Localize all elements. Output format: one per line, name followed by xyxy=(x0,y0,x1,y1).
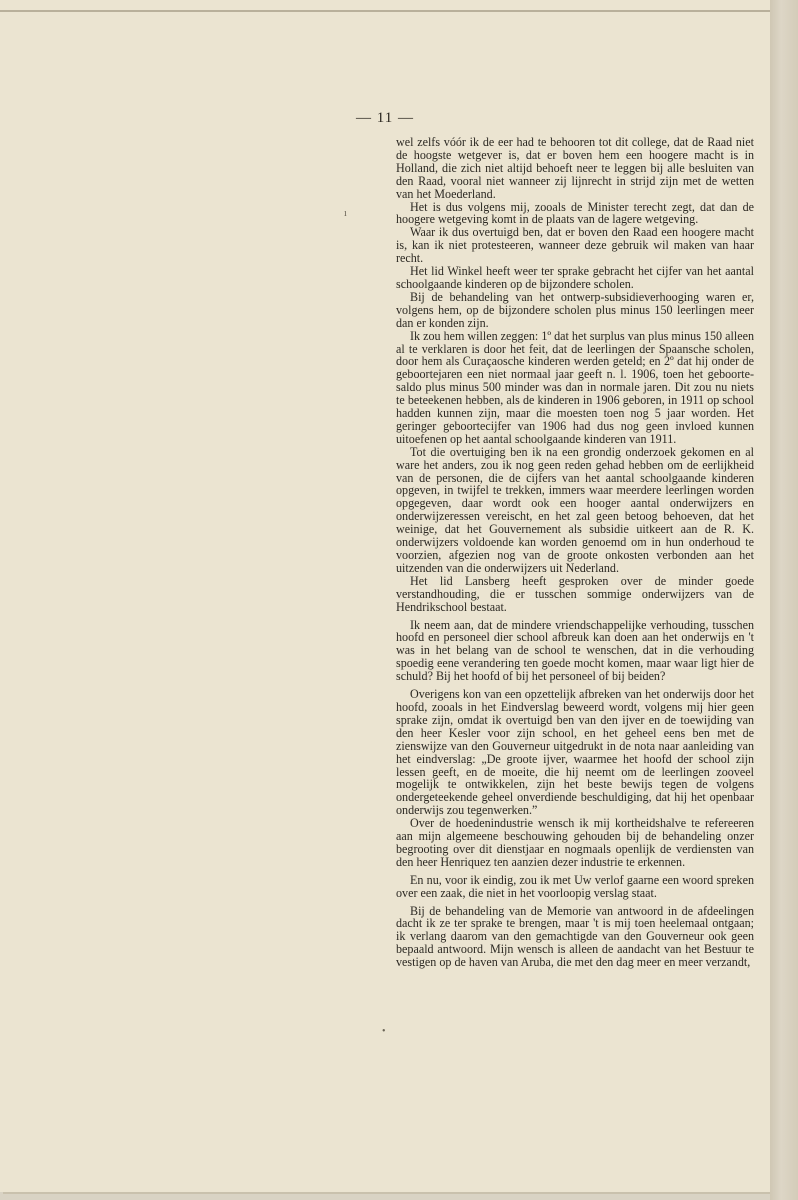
paragraph-8: Het lid Lansberg heeft gesproken over de minder goede verstandhouding, die er tusschen sommige onderwijzers van de Hendrikschool bestaat. xyxy=(396,573,754,614)
page-top-rule xyxy=(0,10,770,12)
paragraph-9: Ik neem aan, dat de mindere vriendschappelijke verhouding, tusschen hoofd en personeel dier school afbreuk kan doen aan het onderwijs en 't was in het belang van de school te wenschen, dat in die verhouding spoedig eene verandering ten goede mocht komen, maar waar ligt hier de schuld? Bij het hoofd of bij het personeel of bij beiden? xyxy=(396,617,754,684)
margin-tick: ı xyxy=(344,208,347,219)
paragraph-12: En nu, voor ik eindig, zou ik met Uw verlof gaarne een woord spreken over een zaak, die niet in het voorloopig verslag staat. xyxy=(396,872,754,900)
paragraph-4: Het lid Winkel heeft weer ter sprake gebracht het cijfer van het aantal schoolgaande kinderen op de bijzondere scholen. xyxy=(396,264,754,291)
text-column xyxy=(396,136,754,969)
paragraph-3: Waar ik dus overtuigd ben, dat er boven den Raad een hoogere macht is, kan ik niet protesteeren, wanneer deze gebruik wil maken van haar recht. xyxy=(396,225,754,266)
page-number: — 11 — xyxy=(356,110,414,126)
paragraph-2: Het is dus volgens mij, zooals de Minister terecht zegt, dat dan de hoogere wetgeving komt in de plaats van de lagere wetgeving. xyxy=(396,199,754,227)
paragraph-11: Over de hoedenindustrie wensch ik mij kortheidshalve te refereeren aan mijn algemeene beschouwing gehouden bij de behandeling onzer begrooting over dit dienstjaar en nogmaals openlijk de verdiensten van den heer Henriquez ten aanzien dezer industrie te erkennen. xyxy=(396,816,754,869)
page-edge-shadow xyxy=(770,0,798,1200)
paragraph-1: wel zelfs vóór ik de eer had te behooren tot dit college, dat de Raad niet de hoogste wetgever is, dat er boven hem een hoogere macht is in Holland, die zich niet altijd behoeft neer te leggen bij alle besluiten van den Raad, vooral niet wanneer zij lijnrecht in strijd zijn met de wetten van het Moederland. xyxy=(396,135,754,201)
paragraph-13: Bij de behandeling van de Memorie van antwoord in de afdeelingen dacht ik ze ter sprake te brengen, maar 't is mij toen heelemaal ontgaan; ik verlang daarom van den gemachtigde van den Gouverneur ook geen bepaald antwoord. Mijn wensch is alleen de aandacht van het Bestuur te vestigen op de haven van Aruba, die met den dag meer en meer verzandt, xyxy=(396,903,754,970)
paragraph-10: Overigens kon van een opzettelijk afbreken van het onderwijs door het hoofd, zooals in het Eindverslag beweerd wordt, volgens mij hier geen sprake zijn, omdat ik overtuigd ben van den ijver en de toewijding van den heer Kesler voor zijn school, en het geheel eens ben met de zienswijze van den Gouverneur uitgedrukt in de nota naar aanleiding van het eindverslag: „De groote ijver, waarmee het hoofd der school zijn lessen geeft, en de moeite, die hij neemt om de leerlingen zooveel mogelijk te ontwikkelen, zijn het beste bewijs tegen de volgens ondergeteekende geheel onverdiende beschuldiging, dat hij het openbaar onderwijs zou tegenwerken.” xyxy=(396,687,754,818)
paragraph-6: Ik zou hem willen zeggen: 1º dat het surplus van plus minus 150 alleen al te verklaren is door het feit, dat de leerlingen der Spaansche scholen, door hem als Curaçaosche kinderen werden geteld; en 2º dat hij onder de geboortejaren een niet normaal jaar geeft n. l. 1906, toen het geboorte-saldo plus minus 500 minder was dan in normale jaren. Dit zou nu niets te beteekenen hebben, als de kinderen in 1906 geboren, in 1911 op school hadden kunnen zijn, maar die moesten toen nog 5 jaar worden. Het geringer geboortecijfer van 1906 had dus nog geen invloed kunnen uitoefenen op het aantal schoolgaande kinderen van 1911. xyxy=(396,328,754,446)
margin-dot: • xyxy=(382,1026,386,1037)
paragraph-5: Bij de behandeling van het ontwerp-subsidieverhooging waren er, volgens hem, op de bijzondere scholen plus minus 150 leerlingen meer dan er konden zijn. xyxy=(396,289,754,330)
paragraph-7: Tot die overtuiging ben ik na een grondig onderzoek gekomen en al ware het anders, zou ik nog geen reden gehad hebben om de eerlijkheid van de personen, die de cijfers van het aantal schoolgaande kinderen opgeven, in twijfel te trekken, immers waar meerdere leerlingen worden opgegeven, daar wordt ook een hooger aantal onderwijzers en onderwijzeressen vereischt, en het zal geen betoog behoeven, dat het weinige, dat het Gouvernement als subsidie uitkeert aan de R. K. onderwijzers voldoende kan worden genoemd om in hun onderhoud te voorzien, afgezien nog van de groote onkosten verbonden aan het uitzenden van die onderwijzers uit Nederland. xyxy=(396,444,754,575)
